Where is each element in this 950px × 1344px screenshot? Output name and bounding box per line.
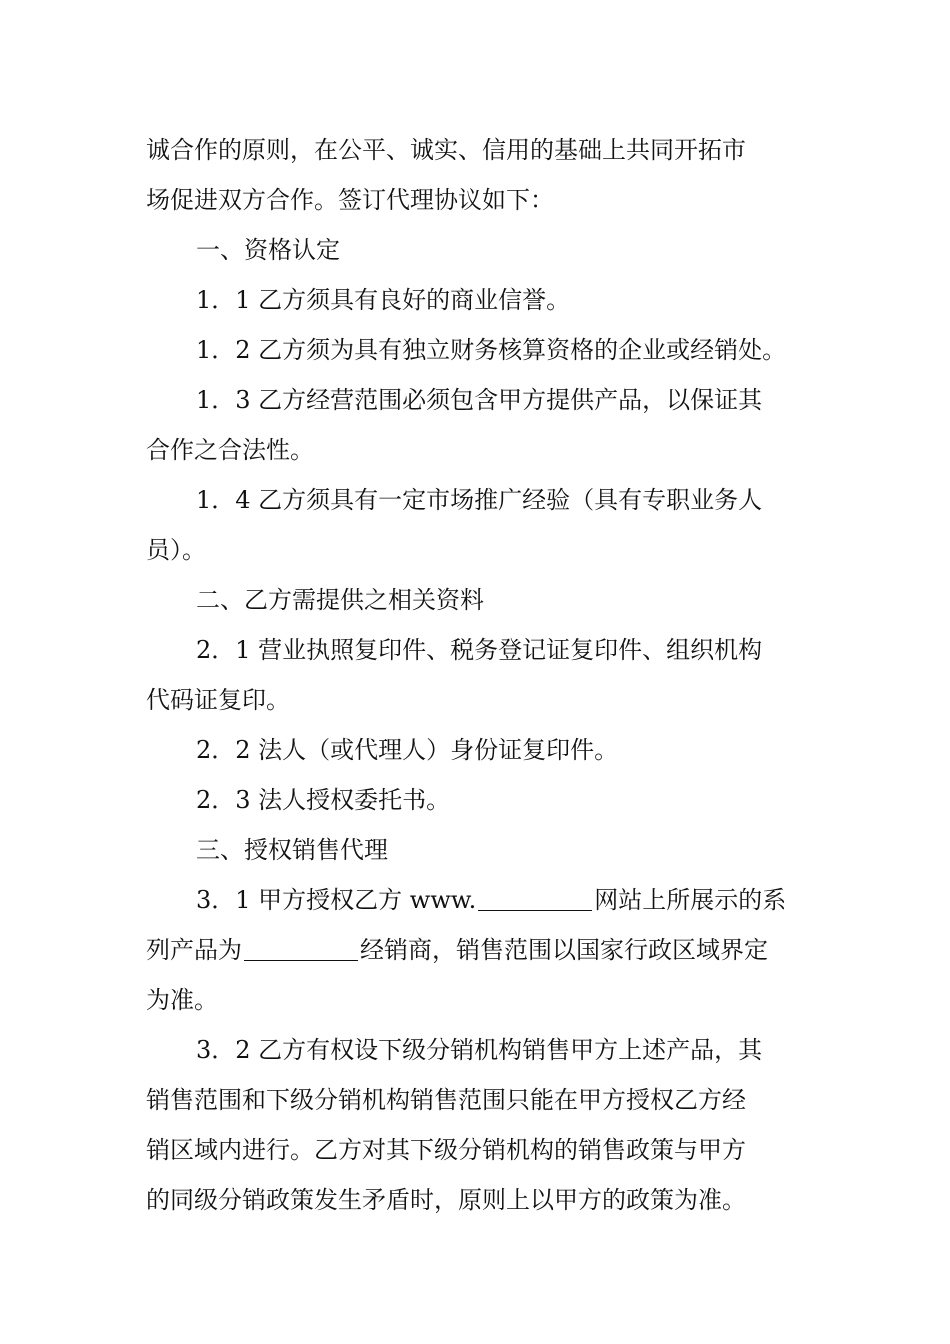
clause-1-4: 1．4 乙方须具有一定市场推广经验（具有专职业务人	[196, 486, 763, 514]
clause-3-1-cont-prefix: 列产品为	[146, 936, 242, 964]
paragraph-line: 诚合作的原则，在公平、诚实、信用的基础上共同开拓市	[146, 136, 746, 164]
clause-3-2-cont: 销售范围和下级分销机构销售范围只能在甲方授权乙方经	[146, 1086, 746, 1114]
clause-1-3: 1．3 乙方经营范围必须包含甲方提供产品，以保证其	[196, 386, 763, 414]
section-heading-authorization: 三、授权销售代理	[196, 836, 388, 864]
clause-2-2: 2．2 法人（或代理人）身份证复印件。	[196, 736, 619, 764]
clause-3-1-suffix: 网站上所展示的系	[594, 886, 787, 914]
clause-3-1	[146, 875, 811, 925]
document-body	[146, 125, 811, 1225]
clause-2-1: 2．1 营业执照复印件、税务登记证复印件、组织机构	[196, 636, 763, 664]
clause-3-2-cont: 的同级分销政策发生矛盾时，原则上以甲方的政策为准。	[146, 1186, 746, 1214]
paragraph-line: 场促进双方合作。签订代理协议如下：	[146, 186, 554, 214]
clause-2-1-cont: 代码证复印。	[146, 686, 290, 714]
clause-2-3: 2．3 法人授权委托书。	[196, 786, 451, 814]
clause-3-2: 3．2 乙方有权设下级分销机构销售甲方上述产品，其	[196, 1036, 763, 1064]
dealer-level-blank-field	[244, 926, 358, 961]
website-blank-field	[478, 876, 592, 911]
clause-3-1-prefix: 3．1 甲方授权乙方 www.	[196, 886, 477, 914]
clause-3-1-cont	[146, 925, 811, 975]
clause-3-1-cont-suffix: 经销商，销售范围以国家行政区域界定	[360, 936, 768, 964]
section-heading-qualification: 一、资格认定	[196, 236, 340, 264]
clause-3-1-end: 为准。	[146, 986, 218, 1014]
section-heading-materials: 二、乙方需提供之相关资料	[196, 586, 484, 614]
clause-1-1: 1．1 乙方须具有良好的商业信誉。	[196, 286, 571, 314]
clause-1-3-cont: 合作之合法性。	[146, 436, 314, 464]
clause-1-4-cont: 员）。	[146, 536, 206, 564]
clause-1-2: 1．2 乙方须为具有独立财务核算资格的企业或经销处。	[196, 336, 787, 364]
clause-3-2-cont: 销区域内进行。乙方对其下级分销机构的销售政策与甲方	[146, 1136, 746, 1164]
